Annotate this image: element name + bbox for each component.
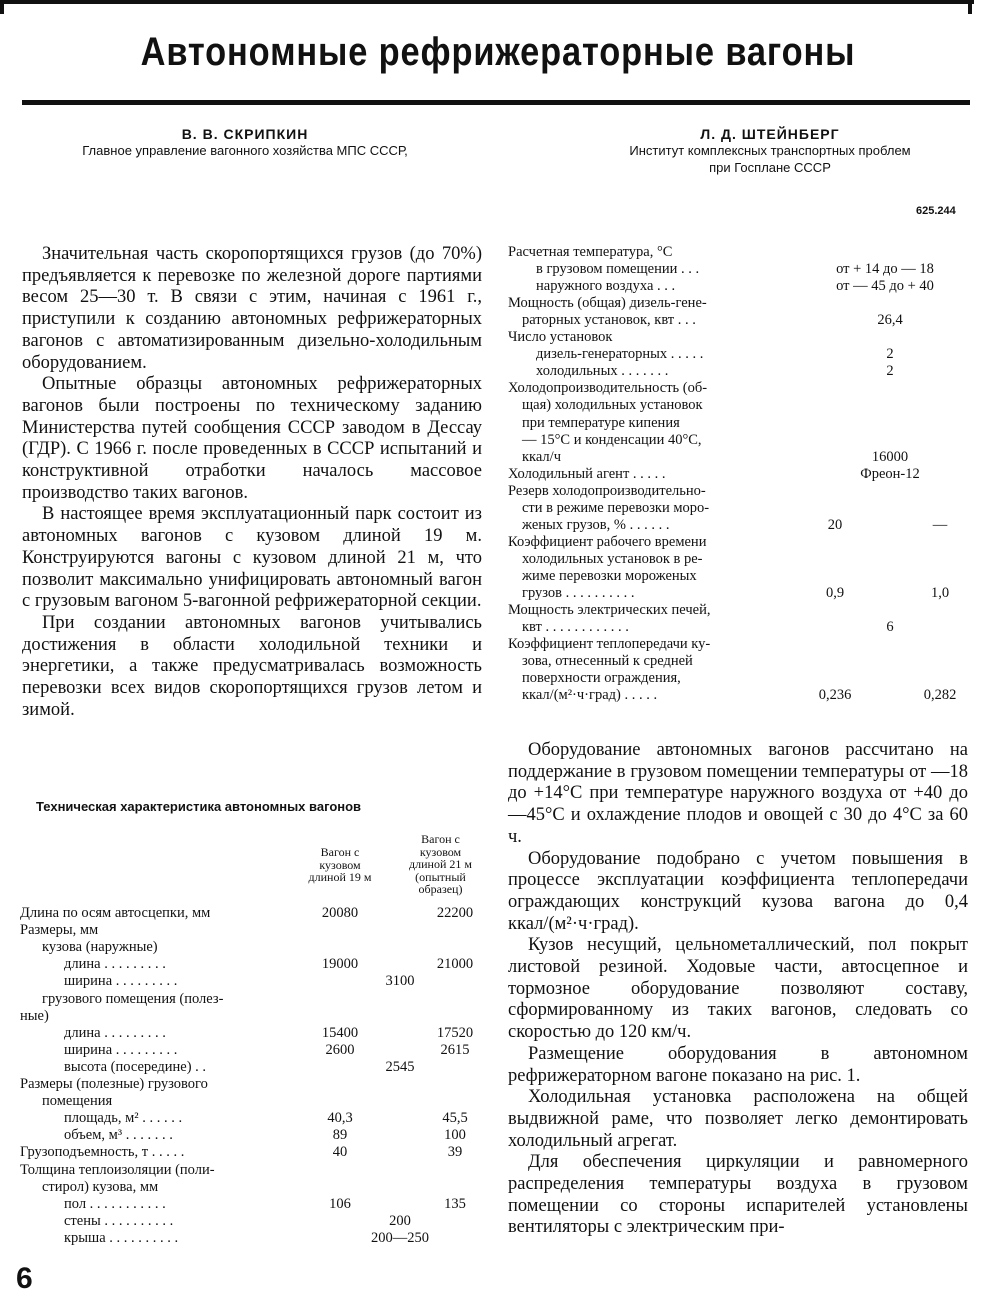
table-row-label: стирол) кузова, мм	[42, 1178, 159, 1195]
table-row-label: крыша . . . . . . . . . .	[64, 1229, 179, 1246]
table-row-label: стены . . . . . . . . . .	[64, 1212, 174, 1229]
table-col2-header	[398, 833, 483, 896]
table-row-label: наружного воздуха . . .	[536, 278, 676, 295]
paragraph: Для обеспечения циркуляции и равномерного распределения температуры воздуха в грузовом помещении со стороны испарителей установлены вентиляторы с электрическим при-	[508, 1152, 968, 1238]
table-row-label: Коэффициент рабочего времени	[508, 533, 707, 550]
udc-code: 625.244	[916, 205, 956, 217]
top-rule	[0, 0, 974, 4]
table-cell: 200—250	[371, 1229, 429, 1246]
header-line: кузовом	[419, 844, 462, 859]
table-row-label: кузова (наружные)	[42, 939, 158, 956]
table-cell: 22200	[436, 905, 474, 921]
table-cell: 2	[886, 363, 894, 380]
table-row-label: ширина . . . . . . . . .	[64, 1041, 178, 1058]
header-line: длиной 19 м	[308, 870, 372, 884]
table-cell: 21000	[436, 956, 474, 973]
table-row-label: грузов . . . . . . . . . .	[522, 585, 635, 601]
table-row-label: объем, м³ . . . . . . .	[64, 1127, 173, 1144]
table-cell: от + 14 до — 18	[836, 261, 934, 278]
table-row-label: Размеры (полезные) грузового	[20, 1076, 208, 1092]
table-row-label: женых грузов, % . . . . . .	[522, 516, 670, 533]
table-row-label: Число установок	[508, 329, 613, 346]
table-cell: 26,4	[877, 312, 903, 329]
paragraph: Опытные образцы автономных рефрижераторных вагонов были построены по техническому заданию Министерства путей сообщения СССР заводом в Дессау (ГДР). С 1966 г. после проведенных в СССР испытаний и конструктивной отработки началось массовое производство таких вагонов.	[22, 374, 482, 503]
table-title: Техническая характеристика автономных вагонов	[36, 799, 362, 814]
table-col1-header	[300, 846, 380, 884]
table-cell: 0,236	[818, 687, 852, 704]
table-cell: 89	[332, 1127, 348, 1144]
author-block-2	[560, 126, 980, 176]
table-row-label: грузового помещения (полез-	[42, 990, 224, 1007]
table-row-label: холодильных установок в ре-	[522, 550, 703, 567]
table-row-label: сти в режиме перевозки моро-	[522, 499, 710, 516]
table-row-label: поверхности ограждения,	[522, 670, 681, 687]
paragraph: Оборудование подобрано с учетом повышения в процессе эксплуатации коэффициента теплопередачи ограждающих конструкций кузова вагона до 0,4 ккал/(м²·ч·град).	[508, 848, 968, 934]
table-row-label: Мощность (общая) дизель-гене-	[508, 295, 707, 312]
table-row-label: раторных установок, квт . . .	[522, 312, 696, 329]
header-line: Вагон с	[421, 832, 460, 846]
table-cell: 135	[444, 1195, 466, 1212]
paragraph: При создании автономных вагонов учитывались достижения в области холодильной техники и энергетики, а также предусматривалась возможность перевозки всех видов скоропортящихся грузов летом и зимой.	[22, 612, 482, 720]
paragraph: Холодильная установка расположена на общей выдвижной раме, что позволяет легко демонтировать холодильный агрегат.	[508, 1087, 968, 1151]
table-cell: 16000	[871, 448, 909, 465]
table-row-label: Холодильный агент . . . . .	[508, 465, 666, 482]
author-name: Л. Д. ШТЕЙНБЕРГ	[700, 126, 840, 142]
table-row-label: холодильных . . . . . . .	[536, 363, 669, 380]
table-row-label: площадь, м² . . . . . .	[64, 1110, 183, 1127]
table-row-label: Размеры, мм	[20, 922, 99, 939]
header-line: Вагон с	[320, 845, 360, 859]
header-line: кузовом	[319, 857, 361, 872]
author-name: В. В. СКРИПКИН	[181, 126, 309, 142]
table-row-label: при температуре кипения	[522, 414, 680, 431]
table-cell: 2615	[440, 1041, 470, 1058]
table-row-label: щая) холодильных установок	[522, 397, 703, 414]
table-cell: 0,9	[825, 585, 845, 601]
table-row-label: Расчетная температура, °С	[508, 244, 673, 260]
table-row-label: Грузоподъемность, т . . . . .	[20, 1144, 185, 1161]
table-row-label: квт . . . . . . . . . . . .	[522, 619, 629, 636]
table-cell: 6	[886, 619, 894, 636]
table-row-label: — 15°С и конденсации 40°С,	[522, 431, 702, 448]
table-cell: —	[932, 516, 948, 533]
corner-mark-left	[0, 0, 4, 14]
table-row-label: ширина . . . . . . . . .	[64, 973, 178, 990]
table-row-label: длина . . . . . . . . .	[64, 1024, 166, 1041]
table-row-label: в грузовом помещении . . .	[536, 261, 700, 278]
table-cell: 1,0	[930, 585, 950, 601]
table-row-label: ккал/(м²·ч·град) . . . . .	[522, 687, 658, 704]
table-cell: 15400	[321, 1024, 359, 1041]
table-row-label: Длина по осям автосцепки, мм	[20, 905, 211, 921]
table-cell: 19000	[321, 956, 359, 973]
table-row-label: дизель-генераторных . . . . .	[536, 346, 704, 363]
table-row-label: жиме перевозки мороженых	[522, 567, 697, 584]
paragraph: Значительная часть скоропортящихся грузов (до 70%) предъявляется к перевозке по железной дороге партиями весом 25—30 т. В связи с этим, начиная с 1961 г., приступили к созданию автономных рефрижераторных вагонов с автоматизированным дизельно-холодильным оборудованием.	[22, 244, 482, 373]
author-affiliation: Главное управление вагонного хозяйства МПС СССР,	[82, 143, 408, 158]
table-cell: 2600	[325, 1041, 355, 1058]
author-block-1	[30, 126, 460, 159]
table-row-label: ккал/ч	[522, 448, 561, 465]
paragraph: Оборудование автономных вагонов рассчитано на поддержание в грузовом помещении температуры от —18 до +14°С при температуре наружного воздуха от +40 до —45°С и охлаждение плодов и овощей с 30 до 4°С за 60 ч.	[508, 740, 968, 847]
table-cell: 3100	[385, 973, 415, 990]
paragraph: Размещение оборудования в автономном рефрижераторном вагоне показано на рис. 1.	[508, 1043, 968, 1086]
page-number: 6	[16, 1262, 33, 1295]
table-cell: 20	[827, 516, 843, 533]
author-affiliation: при Госплане СССР	[709, 160, 831, 175]
header-line: (опытный	[415, 869, 466, 884]
table-row-label: ные)	[20, 1007, 49, 1024]
table-row-label: Холодопроизводительность (об-	[508, 380, 708, 397]
table-cell: 20080	[321, 905, 359, 921]
table-cell: 40,3	[327, 1110, 353, 1127]
table-row-label: Толщина теплоизоляции (поли-	[20, 1161, 215, 1178]
table-row-label: помещения	[42, 1093, 113, 1110]
table-cell: от — 45 до + 40	[836, 278, 934, 295]
article-title: Автономные рефрижераторные вагоны	[140, 30, 856, 74]
table-cell: 45,5	[442, 1110, 468, 1127]
table-cell: 2	[886, 346, 894, 363]
table-row-label: пол . . . . . . . . . . .	[64, 1195, 166, 1212]
table-row-label: длина . . . . . . . . .	[64, 956, 166, 973]
right-column-text	[508, 740, 968, 1239]
author-affiliation: Институт комплексных транспортных проблем	[629, 143, 911, 158]
table-row-label: Резерв холодопроизводительно-	[508, 482, 706, 499]
paragraph: Кузов несущий, цельнометаллический, пол покрыт листовой резиной. Ходовые части, автосцепное и тормозное оборудование позволяют составу, сформированному из таких вагонов, следовать со скоростью до 120 км/ч.	[508, 935, 968, 1043]
table-cell: 106	[329, 1195, 351, 1212]
table-cell: 40	[332, 1144, 348, 1161]
table-row-label: Мощность электрических печей,	[508, 602, 711, 619]
table-cell: 200	[389, 1212, 411, 1229]
table-row-label: зова, отнесенный к средней	[522, 653, 693, 670]
table-cell: 17520	[436, 1024, 474, 1041]
header-line: образец)	[418, 882, 463, 896]
table-cell: Фреон-12	[860, 465, 920, 482]
table-cell: 0,282	[923, 687, 957, 704]
table-cell: 39	[447, 1144, 463, 1161]
table-cell: 100	[444, 1127, 466, 1144]
title-rule	[22, 100, 970, 105]
corner-mark-right	[968, 0, 972, 14]
header-line: длиной 21 м	[409, 857, 472, 871]
left-column-text	[22, 244, 482, 721]
table-row-label: Коэффициент теплопередачи ку-	[508, 636, 711, 653]
table-cell: 2545	[385, 1058, 415, 1075]
paragraph: В настоящее время эксплуатационный парк состоит из автономных вагонов с кузовом длиной 19 м. Конструируются вагоны с кузовом длиной 21 м, что позволит максимально унифицировать автономный вагон с грузовым вагоном 5-вагонной рефрижераторной секции.	[22, 504, 482, 612]
table-row-label: высота (посередине) . .	[64, 1058, 207, 1075]
